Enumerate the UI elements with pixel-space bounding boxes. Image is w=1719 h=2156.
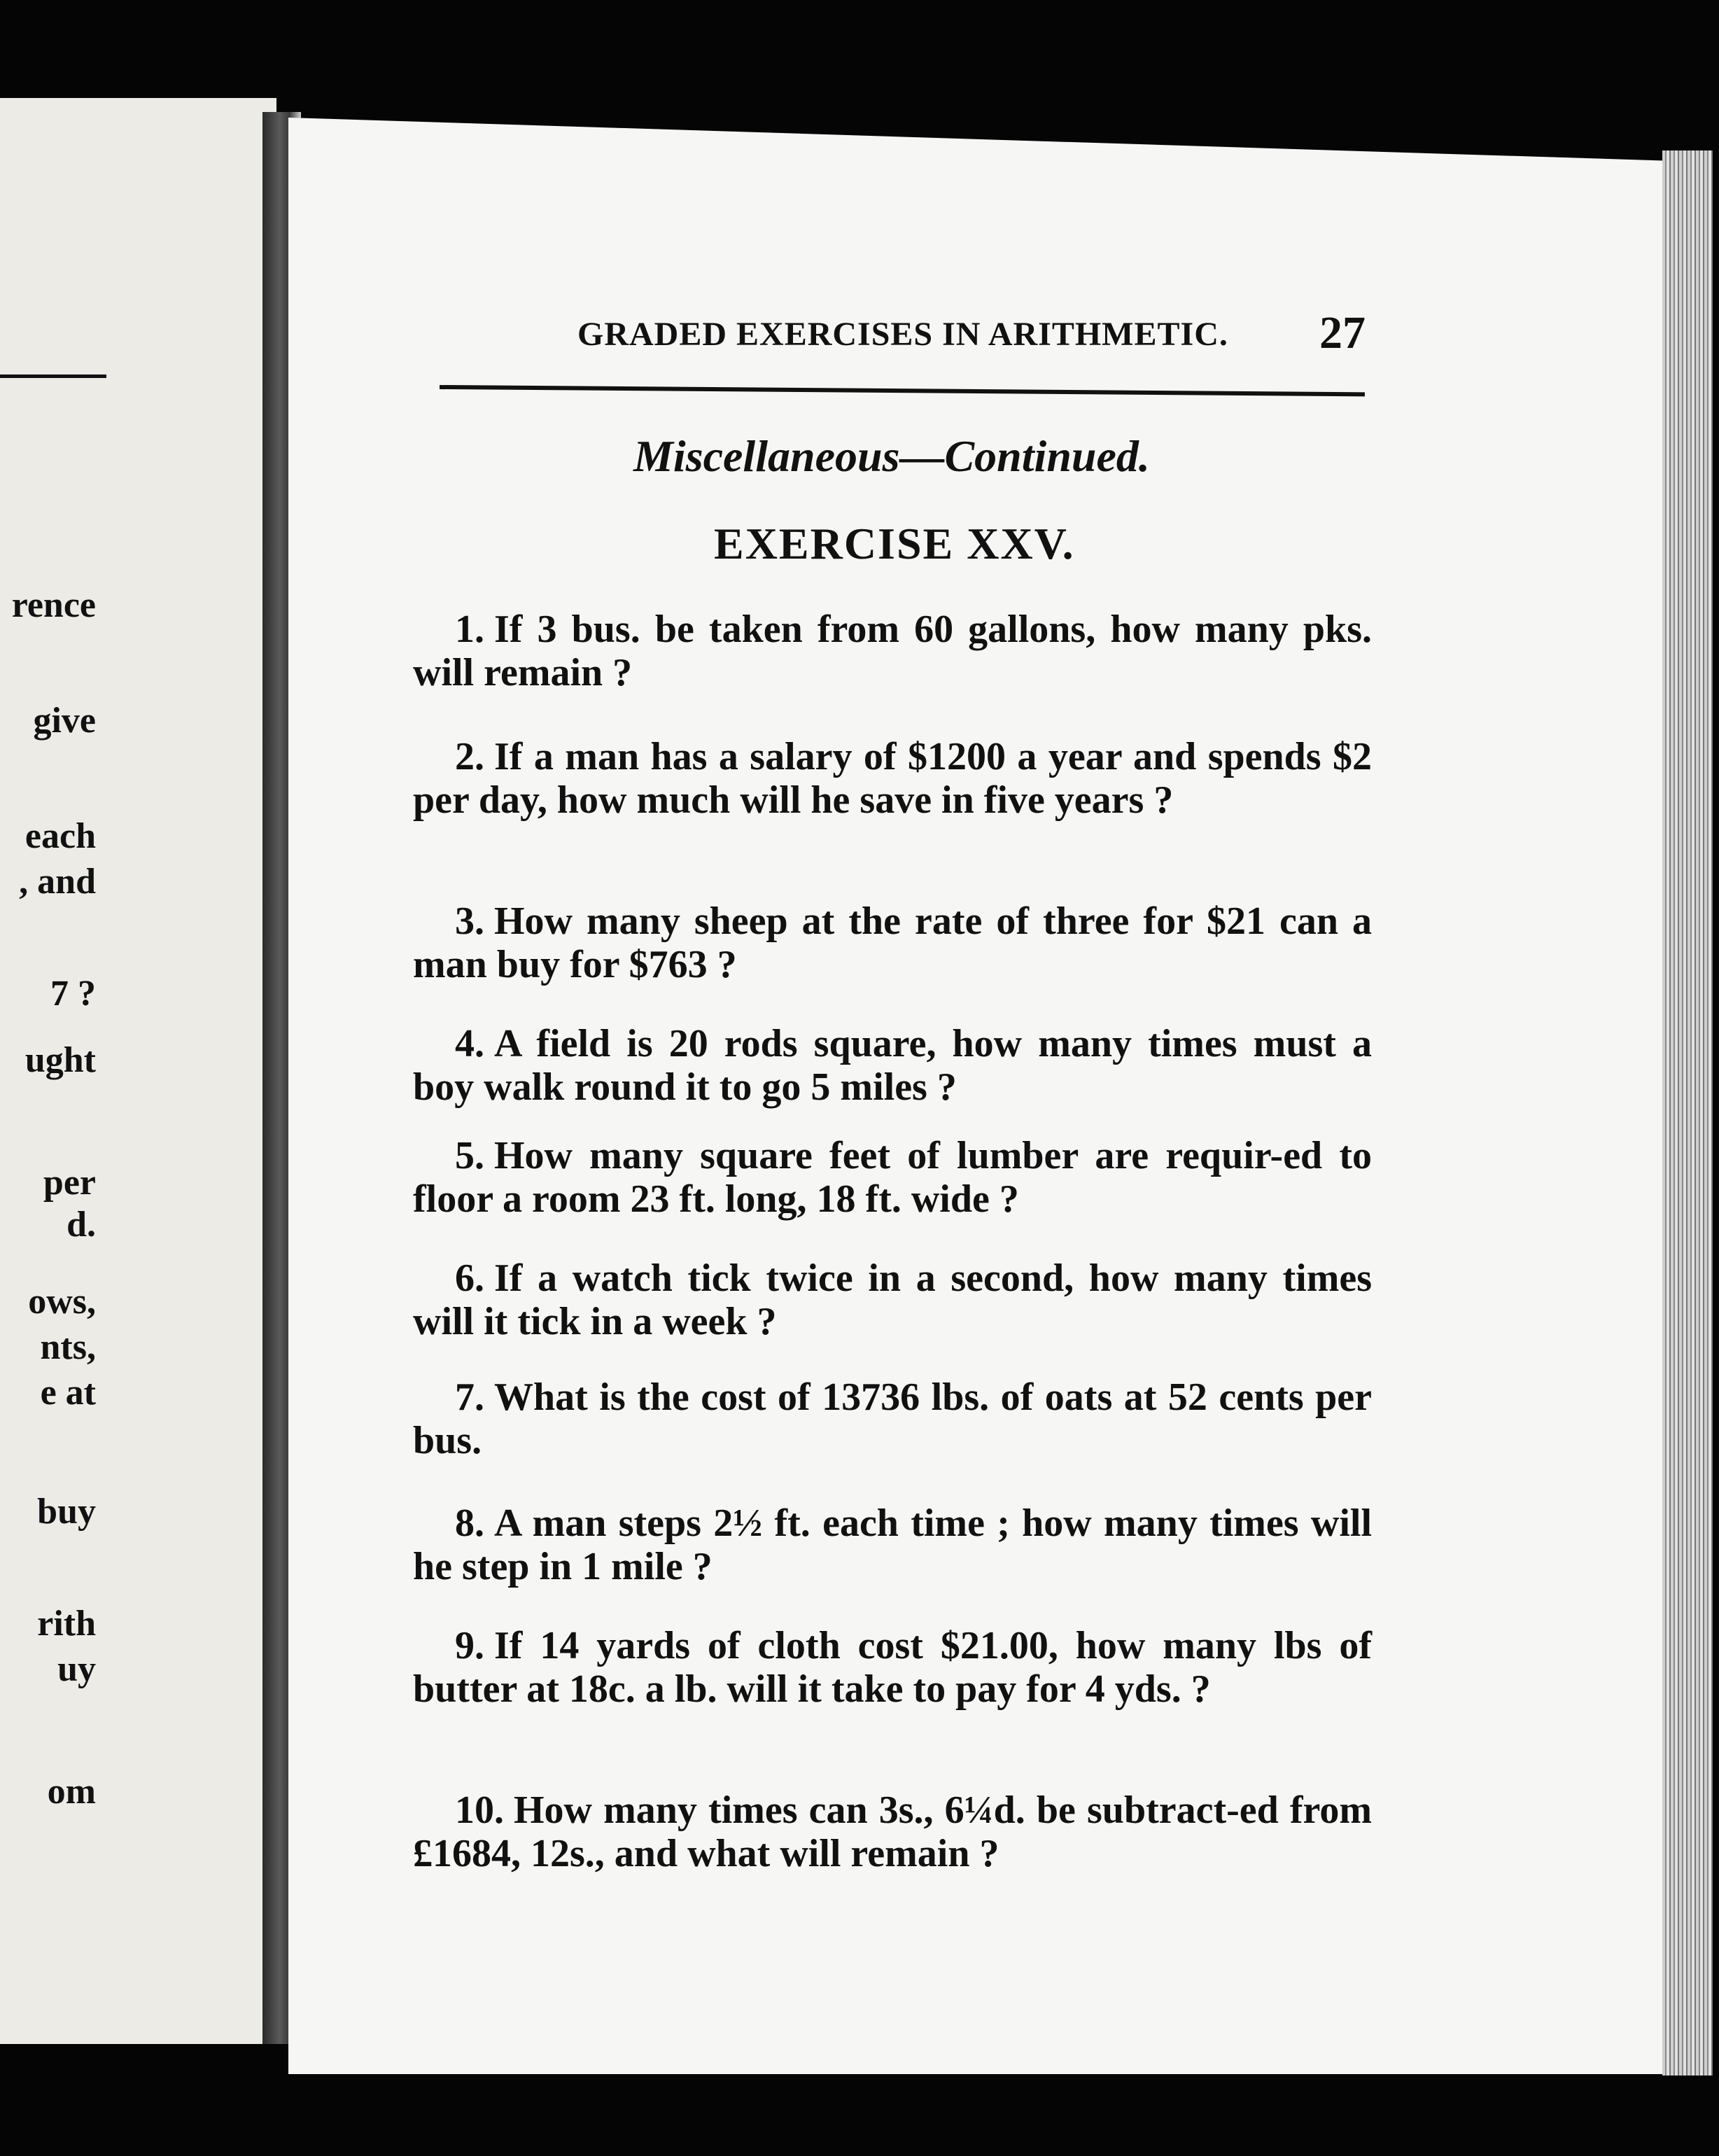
left-fragment: rence [11,585,96,625]
left-fragment: buy [37,1492,96,1532]
problem-item [413,608,1372,694]
problem-item [413,1376,1372,1462]
left-fragment: nts, [40,1327,96,1367]
problem-item [413,1134,1372,1221]
left-fragment: d. [66,1205,96,1245]
problem-text: If a man has a salary of $1200 a year and spends $2 per day, how much will he save in five years ? [413,735,1372,822]
problem-number: 10. [455,1788,504,1832]
problem-item [413,1788,1372,1875]
problem-number: 3. [455,899,484,943]
left-fragment: om [47,1772,96,1812]
problem-item [413,1502,1372,1588]
problem-item [413,899,1372,986]
section-subtitle: Miscellaneous—Continued. [633,431,1150,481]
problem-text: If a watch tick twice in a second, how many times will it tick in a week ? [413,1256,1372,1343]
problem-item [413,1256,1372,1343]
problem-item [413,735,1372,822]
problem-text: How many square feet of lumber are requir-ed to floor a room 23 ft. long, 18 ft. wide ? [413,1134,1372,1221]
left-fragment: per [43,1163,96,1203]
problem-number: 4. [455,1022,484,1065]
exercise-title: EXERCISE XXV. [714,519,1075,568]
problem-text: How many times can 3s., 6¼d. be subtract-ed from £1684, 12s., and what will remain ? [413,1788,1372,1875]
left-fragment: 7 ? [50,974,96,1014]
left-fragment: e at [40,1373,96,1413]
problem-text: A man steps 2½ ft. each time ; how many times will he step in 1 mile ? [413,1502,1372,1588]
left-fragment: each [24,816,96,856]
problem-number: 8. [455,1502,484,1545]
header-rule [440,385,1365,396]
problem-text: A field is 20 rods square, how many times must a boy walk round it to go 5 miles ? [413,1022,1372,1109]
problem-text: What is the cost of 13736 lbs. of oats at 52 cents per bus. [413,1376,1372,1462]
left-fragment: , and [19,862,96,902]
problem-number: 9. [455,1624,484,1667]
page-number: 27 [1319,307,1366,358]
problem-item [413,1022,1372,1109]
left-fragment: ows, [28,1282,96,1322]
problem-number: 2. [455,735,484,778]
left-fragment: rith [37,1604,96,1644]
left-fragment: give [33,701,96,741]
left-fragment: ught [24,1040,96,1080]
problem-number: 5. [455,1134,484,1177]
problem-text: If 14 yards of cloth cost $21.00, how many lbs of butter at 18c. a lb. will it take to pay for 4 yds. ? [413,1624,1372,1711]
problem-item [413,1624,1372,1711]
problem-number: 1. [455,608,484,651]
left-fragment: uy [57,1649,96,1689]
problem-text: If 3 bus. be taken from 60 gallons, how many pks. will remain ? [413,608,1372,694]
problem-text: How many sheep at the rate of three for $21 can a man buy for $763 ? [413,899,1372,986]
problem-number: 7. [455,1376,484,1419]
running-title: GRADED EXERCISES IN ARITHMETIC. [577,316,1228,353]
problem-number: 6. [455,1256,484,1300]
